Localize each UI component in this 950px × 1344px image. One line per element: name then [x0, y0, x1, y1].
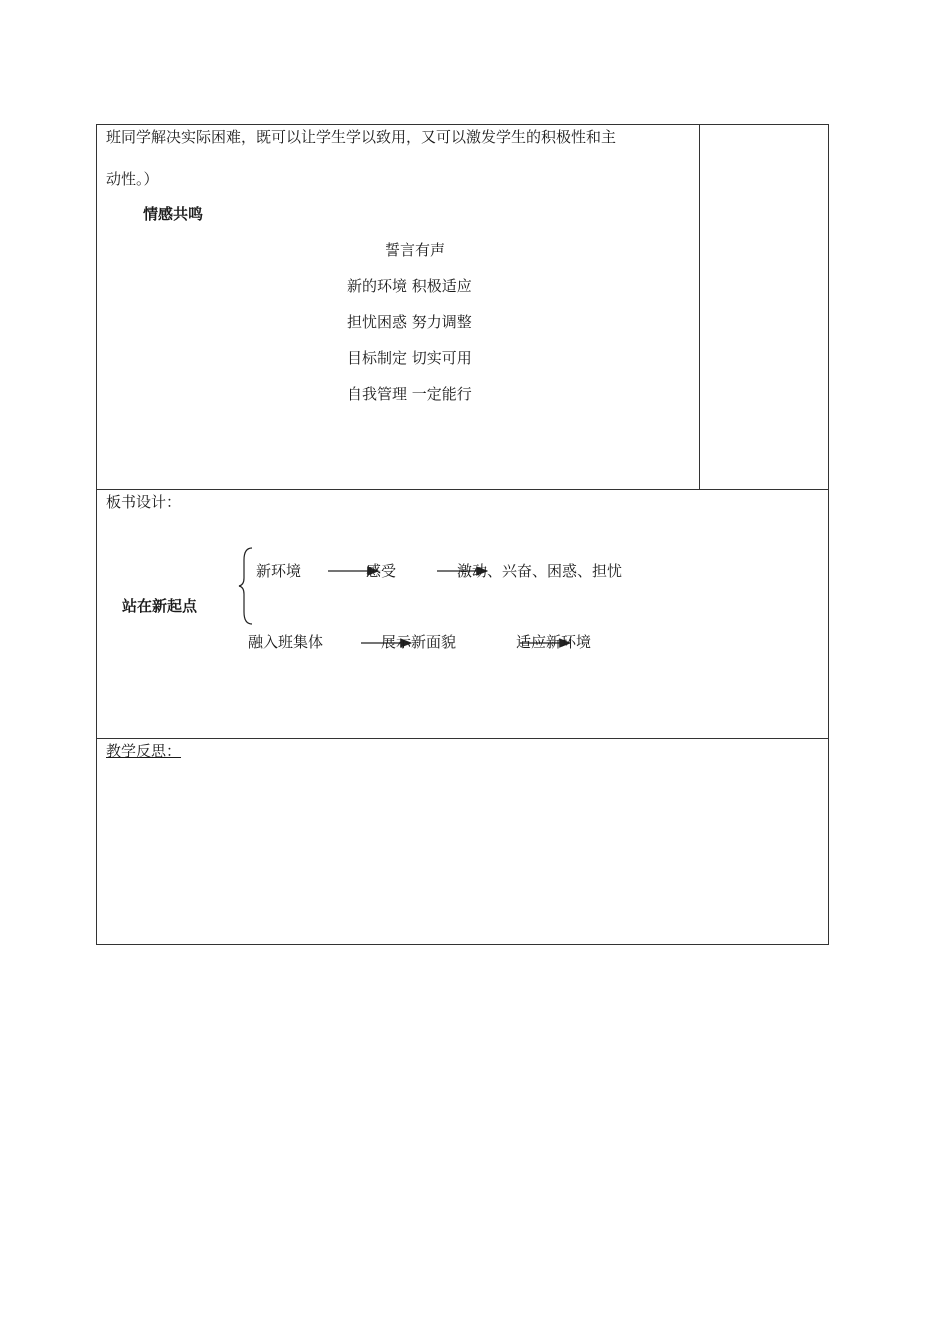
oath-line: 目标制定 切实可用	[347, 349, 472, 367]
oath-title: 誓言有声	[385, 241, 446, 259]
oath-line: 新的环境 积极适应	[347, 277, 472, 295]
board-row2-item: 展示新面貌	[381, 633, 457, 651]
board-row2-item: 适应新环境	[516, 633, 592, 651]
board-row1-item: 新环境	[256, 562, 302, 580]
body-text-line-2: 动性。）	[106, 170, 159, 188]
curly-brace	[239, 548, 252, 624]
oath-line: 自我管理 一定能行	[347, 385, 472, 403]
board-row1-item: 感受	[366, 562, 397, 580]
body-text-line-1: 班同学解决实际困难，既可以让学生学以致用，又可以激发学生的积极性和主	[106, 128, 617, 146]
board-row2-item: 融入班集体	[248, 633, 324, 651]
oath-line: 担忧困惑 努力调整	[347, 313, 472, 331]
board-row1-item: 激动、兴奋、困惑、担忧	[457, 562, 623, 580]
board-main-title: 站在新起点	[122, 597, 198, 615]
section-heading: 情感共鸣	[143, 205, 204, 223]
reflection-label: 教学反思：	[106, 742, 182, 760]
board-design-label: 板书设计：	[106, 493, 182, 511]
